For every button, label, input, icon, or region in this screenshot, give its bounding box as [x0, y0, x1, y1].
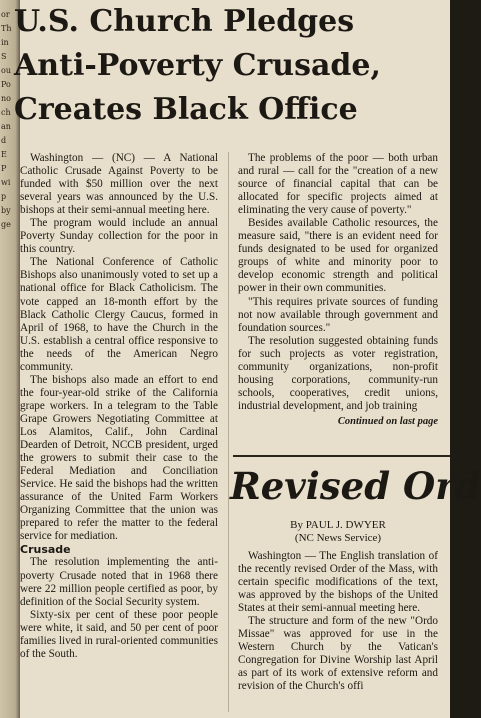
paragraph: The program would include an annual Poverty Sunday collection for the poor in this country. — [20, 217, 218, 256]
newspaper-page — [14, 0, 481, 718]
byline-name: By PAUL J. DWYER — [290, 519, 386, 531]
paragraph: The resolution suggested obtaining funds for such projects as voter registration, community organizations, non-profit housing corporations, community-run schools, cooperatives, credit unions, industrial development, and job training — [238, 334, 438, 412]
article-column-2 — [238, 152, 438, 428]
left-page-fragment: Po — [1, 80, 11, 89]
left-page-fragment: E — [1, 150, 7, 159]
left-page-fragment: S — [1, 52, 7, 61]
paragraph: "This requires private sources of funding not now available through government and foundation sources." — [238, 295, 438, 334]
left-page-fragment: in — [1, 38, 9, 47]
main-headline — [14, 0, 450, 132]
byline — [238, 519, 438, 545]
paragraph: Besides available Catholic resources, the measure said, "there is an evident need for funds designated to be used for organized groups of white and minority poor to develop economic strength and political power in their own communities. — [238, 217, 438, 295]
left-page-fragment: or — [1, 10, 10, 19]
headline-line-3: Creates Black Office — [14, 92, 358, 127]
paragraph: The National Conference of Catholic Bishops also unanimously voted to set up a national office for Black Catholicism. The vote capped an 18-month effort by the Black Catholic Clergy Caucus, formed in April of 1968, to have the Church in the U.S. establish a central office responsive to the needs of the American Negro community. — [20, 256, 218, 373]
section-subhead: Crusade — [20, 543, 71, 557]
second-headline: Revised Ord — [230, 464, 481, 508]
left-page-fragment: p — [1, 192, 7, 201]
left-page-fragment: d — [1, 136, 7, 145]
left-page-fragment: P — [1, 164, 7, 173]
left-page-fragment: Th — [1, 24, 12, 33]
byline-service: (NC News Service) — [294, 532, 382, 544]
continued-note: Continued on last page — [337, 415, 438, 427]
paragraph: The bishops also made an effort to end the four-year-old strike of the California grape workers. In a telegram to the Table Grape Growers Negotiating Committee at Los Alamitos, Calif., John Cardinal Dearden of Detroit, NCCB president, urged the growers to submit their case to the Federal Mediation and Conciliation Service. He said the bishops had the written assurance of the United Farm Workers Organizing Committee that the union was prepared to refer the matter to the federal service for mediation. — [20, 373, 218, 543]
paragraph: Sixty-six per cent of these poor people were white, it said, and 50 per cent of poor families lived in rural-oriented communities of the South. — [20, 608, 218, 660]
headline-line-1: U.S. Church Pledges — [14, 4, 355, 39]
left-page-fragment: an — [1, 122, 11, 131]
left-page-fragment: by — [1, 206, 11, 215]
column-divider — [228, 152, 229, 712]
left-page-fragment: ge — [1, 220, 11, 229]
story-separator-rule — [233, 455, 450, 457]
article-column-1 — [20, 152, 218, 661]
left-page-fragment: no — [1, 94, 11, 103]
left-page-fragment: ou — [1, 66, 11, 75]
paragraph: Washington — The English translation of the recently revised Order of the Mass, with certain specific modifications of the text, was approved by the bishops of the United States at their semi-annual meeting here. — [238, 550, 438, 615]
left-page-fragment: wi — [1, 178, 11, 187]
headline-line-2: Anti-Poverty Crusade, — [14, 48, 381, 83]
paragraph: The problems of the poor — both urban and rural — call for the "creation of a new source of financial capital that can be allocated for specific projects aimed at eliminating the very cause of poverty." — [238, 152, 438, 217]
paragraph: The resolution implementing the anti-poverty Crusade noted that in 1968 there were 22 million people certified as poor, by definition of the Social Security system. — [20, 556, 218, 608]
paragraph: Washington — (NC) — A National Catholic Crusade Against Poverty to be funded with $50 million over the next several years was announced by the U.S. bishops at their semi-annual meeting here. — [20, 152, 218, 217]
paragraph: The structure and form of the new "Ordo Missae" was approved for use in the Western Church by the Vatican's Congregation for Divine Worship last April as part of its work of extensive reform and revision of the Church's offi — [238, 615, 438, 693]
article-column-3 — [238, 550, 438, 694]
left-page-fragment: ch — [1, 108, 11, 117]
